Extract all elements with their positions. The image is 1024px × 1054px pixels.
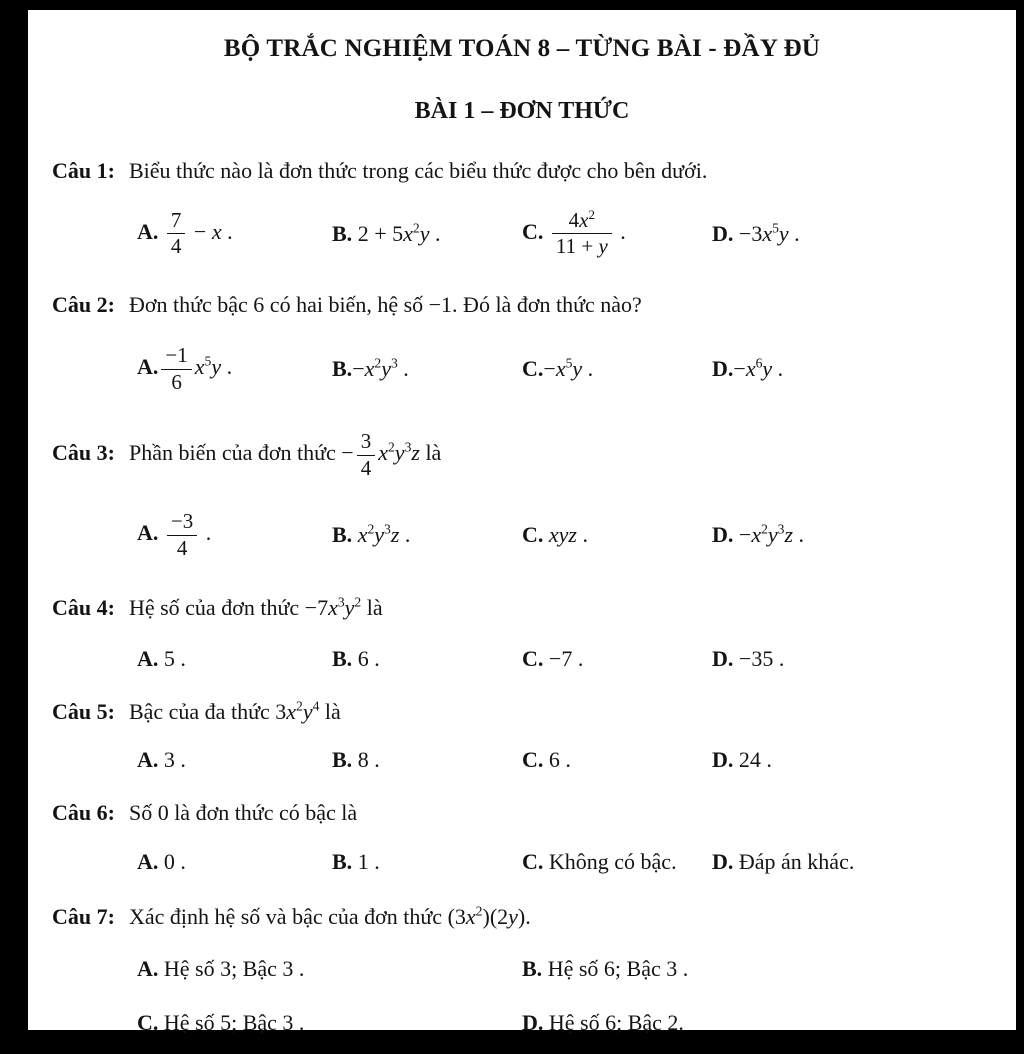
question-options [137, 510, 992, 560]
option-d: D. −35 . [712, 645, 785, 671]
option-b: $B.-x^2y^3$ . [332, 355, 409, 382]
question-5 [52, 698, 992, 774]
letterbox-right [1016, 0, 1024, 1054]
page-title: BỘ TRẮC NGHIỆM TOÁN 8 – TỪNG BÀI - ĐẦY ĐỦ [223, 35, 821, 62]
letterbox-top [0, 0, 1024, 10]
question-label: Câu 6: [52, 800, 115, 826]
question-text: Số 0 là đơn thức có bậc là [128, 800, 358, 826]
option-d: D. $-3x^5y$ . [712, 220, 800, 246]
question-text: Phần biến của đơn thức − $\frac{3}{4}$ $x^2y^3z$ là [128, 429, 442, 480]
option-d: D. Hệ số 6; Bậc 2. [522, 1010, 684, 1036]
question-label: Câu 4: [52, 595, 115, 621]
option-c: C. Hệ số 5; Bậc 3 . [137, 1010, 305, 1036]
option-d: $D.-x^6y$ . [712, 355, 784, 382]
question-4 [52, 594, 992, 672]
option-b: B. 6 . [332, 645, 380, 671]
option-a: A. $\frac{7}{4}$ − x . [137, 207, 233, 259]
option-a: A. 5 . [137, 645, 186, 671]
option-b: B. $2 + 5x^2y$ . [332, 220, 441, 246]
question-text: Xác định hệ số và bậc của đơn thức $(3x^2)(2y)$. [128, 903, 531, 929]
option-a: A. 0 . [137, 848, 186, 874]
letterbox-left [0, 0, 28, 1054]
question-3 [52, 430, 992, 560]
question-label: Câu 3: [52, 440, 115, 466]
question-label: Câu 1: [52, 158, 115, 183]
question-6 [52, 799, 992, 875]
page-subtitle: BÀI 1 – ĐƠN THỨC [414, 98, 630, 124]
option-b: B. 1 . [332, 848, 380, 874]
question-options [137, 646, 992, 672]
option-c: $C.-x^5y$ . [522, 355, 594, 382]
question-7 [52, 903, 992, 1037]
question-options [137, 747, 992, 773]
question-text: Biểu thức nào là đơn thức trong các biểu thức được cho bên dưới. [128, 158, 708, 183]
question-options [137, 849, 992, 875]
option-c: C. −7 . [522, 645, 584, 671]
question-label: Câu 5: [52, 698, 115, 724]
option-a: A. Hệ số 3; Bậc 3 . [137, 956, 305, 982]
question-text: Hệ số của đơn thức $-7x^3y^2$ là [128, 594, 383, 621]
question-1 [52, 157, 992, 259]
question-text: Bậc của đa thức $3x^2y^4$ là [128, 698, 341, 724]
option-b: B. Hệ số 6; Bậc 3 . [522, 956, 689, 982]
option-a: A. $\frac{-3}{4}$ . [137, 509, 212, 560]
question-options [137, 956, 992, 1036]
option-d: D. Đáp án khác. [712, 848, 855, 874]
question-2 [52, 291, 992, 395]
option-c: C. Không có bậc. [522, 848, 677, 874]
question-label: Câu 7: [52, 903, 115, 929]
option-c: C. xyz . [522, 522, 588, 548]
question-options [137, 206, 992, 259]
option-d: D. $-x^2y^3z$ . [712, 521, 805, 548]
option-d: D. 24 . [712, 747, 772, 773]
question-label: Câu 2: [52, 291, 115, 317]
option-c: C. 6 . [522, 747, 571, 773]
option-c: C. $\frac{4x^2}{11 + y}$ . [522, 206, 626, 259]
option-a: A. 3 . [137, 747, 186, 773]
option-b: B. $x^2y^3z$ . [332, 521, 411, 548]
option-a: A. $\frac{-1}{6}$ $x^5y$ . [137, 343, 233, 394]
question-text: Đơn thức bậc 6 có hai biến, hệ số −1. Đó là đơn thức nào? [128, 291, 642, 317]
question-options [137, 344, 992, 394]
document-page [52, 10, 992, 1036]
option-b: B. 8 . [332, 747, 380, 773]
